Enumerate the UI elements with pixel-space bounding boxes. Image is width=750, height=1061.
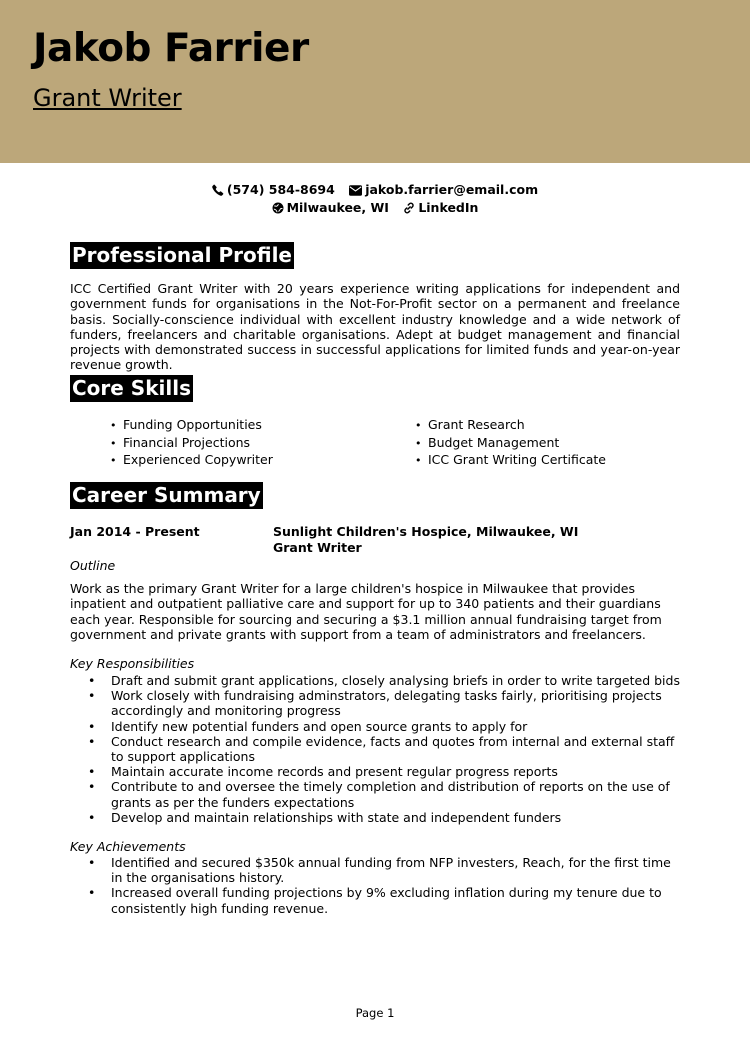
list-item: • Develop and maintain relationships with state and independent funders xyxy=(70,810,682,825)
outline-label: Outline xyxy=(70,558,116,573)
skill-item: • Funding Opportunities xyxy=(110,417,273,435)
achievements-list xyxy=(70,855,682,916)
responsibilities-label: Key Responsibilities xyxy=(70,656,195,671)
globe-icon xyxy=(272,202,284,214)
skills-right-column xyxy=(415,417,606,470)
job-employer: Sunlight Children's Hospice, Milwaukee, WI xyxy=(273,524,579,539)
skill-item: • Financial Projections xyxy=(110,435,273,453)
job-outline: Work as the primary Grant Writer for a large children's hospice in Milwaukee that provides inpatient and outpatient palliative care and support for up to 340 patients and their guardians each year. Responsible for sourcing and securing a $3.1 million annual fundraising target from government and private grants with support from a team of administrators and freelancers. xyxy=(70,581,662,642)
job-employer-block xyxy=(273,524,578,555)
email-text: jakob.farrier@email.com xyxy=(365,182,539,197)
list-item: • Maintain accurate income records and present regular progress reports xyxy=(70,764,682,779)
career-heading: Career Summary xyxy=(72,483,261,507)
candidate-name: Jakob Farrier xyxy=(33,26,309,71)
list-item: • Identify new potential funders and open source grants to apply for xyxy=(70,719,682,734)
skill-item: • Grant Research xyxy=(415,417,606,435)
list-item: • Conduct research and compile evidence, facts and quotes from internal and external staff to support applications xyxy=(70,734,682,764)
skill-item: • Budget Management xyxy=(415,435,606,453)
job-position: Grant Writer xyxy=(273,539,362,555)
list-item: • Increased overall funding projections by 9% excluding inflation during my tenure due to consistently high funding revenue. xyxy=(70,885,682,915)
contact-email[interactable] xyxy=(349,181,538,199)
contact-phone[interactable] xyxy=(212,181,335,199)
linkedin-text: LinkedIn xyxy=(418,200,479,215)
phone-icon xyxy=(212,184,224,196)
job-dates: Jan 2014 - Present xyxy=(70,524,200,539)
contact-linkedin[interactable] xyxy=(403,199,478,217)
skills-heading: Core Skills xyxy=(72,376,191,400)
profile-text: ICC Certified Grant Writer with 20 years experience writing applications for independent and government funds for organisations in the Not-For-Profit sector on a permanent and freelance basis. Socially-conscience individual with excellent industry knowledge and a wide network of funders, freelancers and charitable organisations. Adept at budget management and financial projects with demonstrated success in successful applications for limited funds and year-on-year revenue growth. xyxy=(70,281,680,373)
achievements-label: Key Achievements xyxy=(70,839,186,854)
skill-item: • ICC Grant Writing Certificate xyxy=(415,452,606,470)
skill-item: • Experienced Copywriter xyxy=(110,452,273,470)
list-item: • Contribute to and oversee the timely completion and distribution of reports on the use of grants as per the funders expectations xyxy=(70,779,682,809)
header-band xyxy=(0,0,750,163)
page-number: Page 1 xyxy=(355,1006,395,1020)
phone-text: (574) 584-8694 xyxy=(226,182,335,197)
location-text: Milwaukee, WI xyxy=(286,200,389,215)
contact-bar xyxy=(150,181,600,217)
list-item: • Draft and submit grant applications, closely analysing briefs in order to write targeted bids xyxy=(70,673,682,688)
contact-location xyxy=(272,199,389,217)
skills-left-column xyxy=(110,417,273,470)
responsibilities-list xyxy=(70,673,682,825)
profile-heading: Professional Profile xyxy=(72,243,292,267)
list-item: • Identified and secured $350k annual funding from NFP investers, Reach, for the first time in the organisations history. xyxy=(70,855,682,885)
link-icon xyxy=(403,202,415,214)
list-item: • Work closely with fundraising adminstrators, delegating tasks fairly, prioritising projects accordingly and monitoring progress xyxy=(70,688,682,718)
candidate-role: Grant Writer xyxy=(33,84,182,112)
envelope-icon xyxy=(349,185,362,196)
